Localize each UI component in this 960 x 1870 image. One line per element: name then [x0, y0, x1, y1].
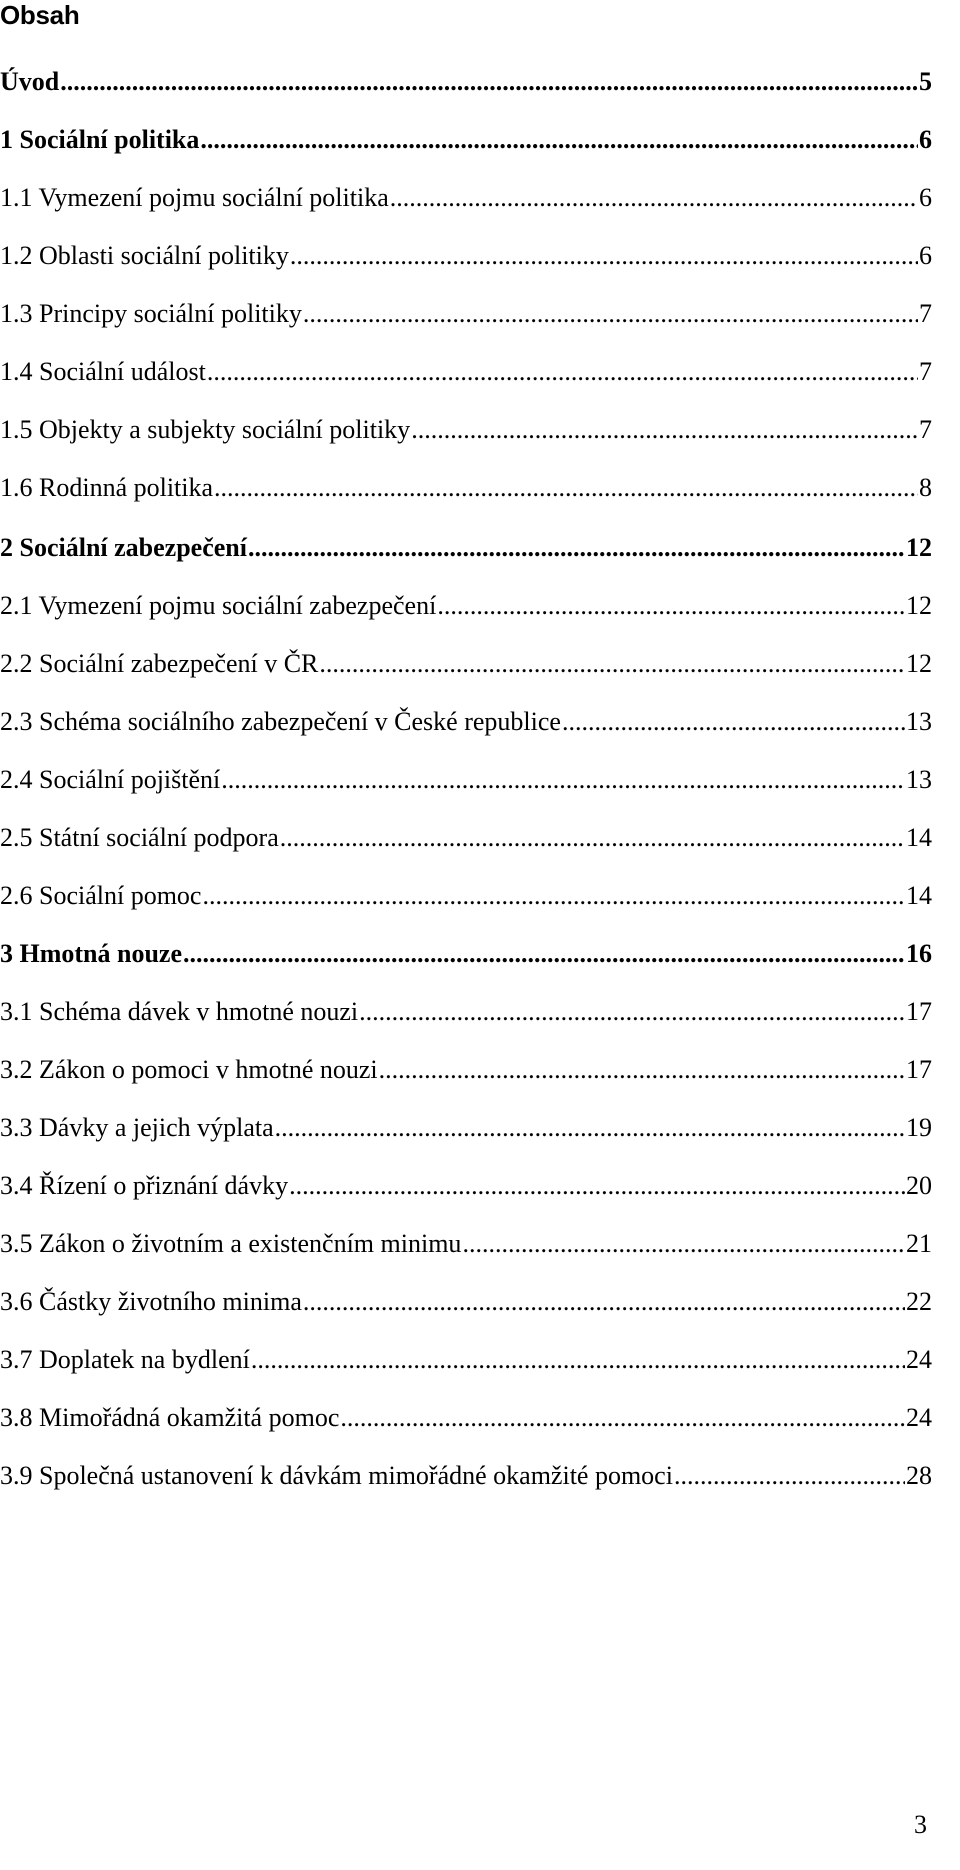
- toc-entry-page: 7: [919, 415, 932, 444]
- toc-dot-leader: [303, 1286, 905, 1318]
- toc-entry-title: 3.2 Zákon o pomoci v hmotné nouzi: [0, 1055, 378, 1084]
- toc-entry[interactable]: [0, 880, 932, 912]
- toc-dot-leader: [303, 298, 918, 330]
- toc-entry[interactable]: [0, 414, 932, 446]
- toc-entry-page: 7: [919, 299, 932, 328]
- toc-entry[interactable]: [0, 1112, 932, 1144]
- toc-entry-title: 1.6 Rodinná politika: [0, 473, 214, 502]
- toc-entry-title: 2 Sociální zabezpečení: [0, 533, 247, 562]
- toc-entry[interactable]: [0, 1460, 932, 1492]
- toc-dot-leader: [207, 356, 918, 388]
- toc-entry-title: 1 Sociální politika: [0, 125, 200, 154]
- toc-entry-title: 3.4 Řízení o přiznání dávky: [0, 1171, 289, 1200]
- toc-entry-page: 8: [919, 473, 932, 502]
- toc-dot-leader: [437, 590, 905, 622]
- toc-entry-page: 12: [906, 533, 932, 562]
- toc-entry-page: 14: [906, 881, 932, 910]
- toc-dot-leader: [359, 996, 905, 1028]
- toc-dot-leader: [60, 66, 918, 98]
- page-number: 3: [914, 1810, 927, 1839]
- toc-entry[interactable]: [0, 1170, 932, 1202]
- toc-entry-page: 17: [906, 997, 932, 1026]
- toc-entry-page: 28: [906, 1461, 932, 1490]
- toc-entry-title: 3 Hmotná nouze: [0, 939, 182, 968]
- toc-entry-page: 16: [906, 939, 932, 968]
- toc-entry[interactable]: [0, 182, 932, 214]
- toc-entry-title: 1.3 Principy sociální politiky: [0, 299, 302, 328]
- toc-dot-leader: [251, 1344, 905, 1376]
- toc-entry[interactable]: [0, 124, 932, 156]
- toc-entry-page: 6: [919, 241, 932, 270]
- toc-entry[interactable]: [0, 764, 932, 796]
- toc-entry-page: 24: [906, 1403, 932, 1432]
- toc-entry-title: 3.7 Doplatek na bydlení: [0, 1345, 250, 1374]
- toc-dot-leader: [221, 764, 905, 796]
- toc-dot-leader: [379, 1054, 905, 1086]
- toc-entry-page: 5: [919, 67, 932, 96]
- page-title: Obsah: [0, 0, 80, 30]
- toc-entry[interactable]: [0, 356, 932, 388]
- toc-entry-title: 3.9 Společná ustanovení k dávkám mimořádné okamžité pomoci: [0, 1461, 673, 1490]
- toc-entry-page: 12: [906, 649, 932, 678]
- toc-entry-title: 3.1 Schéma dávek v hmotné nouzi: [0, 997, 359, 1026]
- toc-dot-leader: [183, 938, 905, 970]
- toc-entry-title: 3.3 Dávky a jejich výplata: [0, 1113, 274, 1142]
- toc-entry-page: 24: [906, 1345, 932, 1374]
- toc-entry-title: Úvod: [0, 67, 60, 96]
- toc-dot-leader: [290, 240, 918, 272]
- toc-entry-title: 3.6 Částky životního minima: [0, 1287, 302, 1316]
- toc-entry[interactable]: [0, 66, 932, 98]
- toc-dot-leader: [462, 1228, 905, 1260]
- toc-entry[interactable]: [0, 706, 932, 738]
- toc-entry[interactable]: [0, 822, 932, 854]
- toc-entry-title: 2.3 Schéma sociálního zabezpečení v České republice: [0, 707, 561, 736]
- toc-dot-leader: [562, 706, 905, 738]
- toc-entry[interactable]: [0, 240, 932, 272]
- toc-entry-page: 13: [906, 707, 932, 736]
- toc-entry-title: 2.5 Státní sociální podpora: [0, 823, 279, 852]
- toc-entry-title: 1.4 Sociální událost: [0, 357, 206, 386]
- toc-dot-leader: [275, 1112, 905, 1144]
- toc-entry-page: 14: [906, 823, 932, 852]
- toc-dot-leader: [390, 182, 918, 214]
- toc-dot-leader: [200, 124, 918, 156]
- toc-dot-leader: [202, 880, 905, 912]
- toc-dot-leader: [280, 822, 905, 854]
- toc-entry-page: 13: [906, 765, 932, 794]
- toc-entry-title: 1.2 Oblasti sociální politiky: [0, 241, 289, 270]
- toc-entry[interactable]: [0, 996, 932, 1028]
- toc-dot-leader: [319, 648, 905, 680]
- toc-entry[interactable]: [0, 1228, 932, 1260]
- toc-entry-title: 1.1 Vymezení pojmu sociální politika: [0, 183, 389, 212]
- toc-entry[interactable]: [0, 590, 932, 622]
- toc-dot-leader: [411, 414, 918, 446]
- toc-entry[interactable]: [0, 1402, 932, 1434]
- toc-entry[interactable]: [0, 472, 932, 504]
- toc-dot-leader: [214, 472, 918, 504]
- toc-entry[interactable]: [0, 298, 932, 330]
- toc-entry-title: 2.4 Sociální pojištění: [0, 765, 221, 794]
- toc-entry-page: 12: [906, 591, 932, 620]
- toc-entry[interactable]: [0, 1344, 932, 1376]
- toc-dot-leader: [248, 532, 905, 564]
- toc-entry[interactable]: [0, 648, 932, 680]
- toc-entry-page: 7: [919, 357, 932, 386]
- toc-entry-page: 17: [906, 1055, 932, 1084]
- toc-entry-title: 2.1 Vymezení pojmu sociální zabezpečení: [0, 591, 437, 620]
- toc-entry[interactable]: [0, 1054, 932, 1086]
- toc-entry-title: 2.6 Sociální pomoc: [0, 881, 202, 910]
- toc-entry-page: 22: [906, 1287, 932, 1316]
- toc-dot-leader: [289, 1170, 905, 1202]
- toc-entry-page: 21: [906, 1229, 932, 1258]
- toc-entry[interactable]: [0, 1286, 932, 1318]
- toc-entry[interactable]: [0, 938, 932, 970]
- toc-dot-leader: [340, 1402, 905, 1434]
- toc-entry-page: 20: [906, 1171, 932, 1200]
- toc-entry-page: 6: [919, 125, 932, 154]
- toc-entry-title: 3.5 Zákon o životním a existenčním minimu: [0, 1229, 462, 1258]
- toc-entry-title: 2.2 Sociální zabezpečení v ČR: [0, 649, 319, 678]
- toc-entry-title: 3.8 Mimořádná okamžitá pomoc: [0, 1403, 340, 1432]
- toc-dot-leader: [674, 1460, 905, 1492]
- toc-entry-page: 19: [906, 1113, 932, 1142]
- toc-entry-title: 1.5 Objekty a subjekty sociální politiky: [0, 415, 411, 444]
- toc-entry-page: 6: [919, 183, 932, 212]
- toc-entry[interactable]: [0, 532, 932, 564]
